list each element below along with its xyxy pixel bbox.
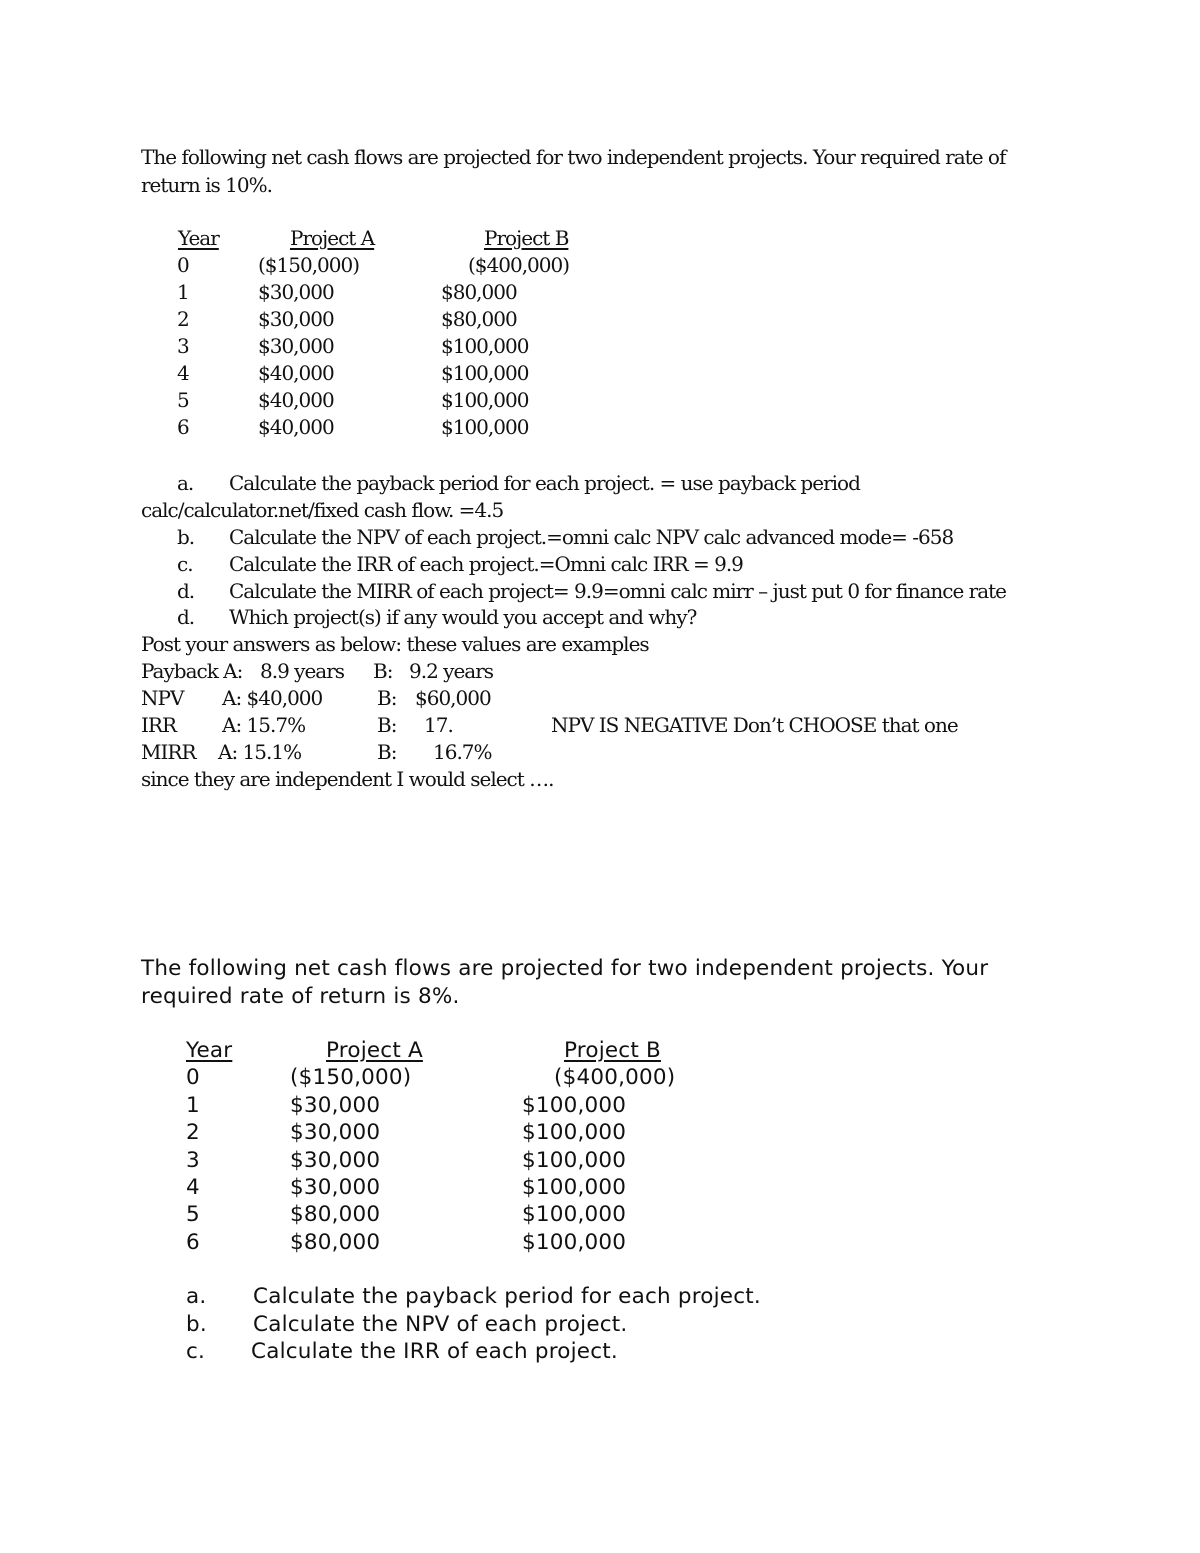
row-project-b: $100,000 (522, 1202, 627, 1227)
irr-label: IRR (141, 713, 177, 737)
question-text-continued: calc/calculator.net/fixed cash flow. =4.5 (141, 498, 504, 522)
row-year: 1 (177, 280, 189, 304)
row-project-b: ($400,000) (468, 253, 570, 277)
row-project-a: $40,000 (258, 361, 334, 385)
row-project-b: $100,000 (441, 361, 529, 385)
conclusion: since they are independent I would select …. (141, 767, 554, 791)
row-project-b: $80,000 (441, 307, 517, 331)
row-year: 4 (177, 361, 189, 385)
question-label: b. (186, 1312, 207, 1337)
answers-intro: Post your answers as below: these values are examples (141, 632, 649, 656)
row-project-b: $100,000 (441, 334, 529, 358)
question-text: Calculate the payback period for each project. = use payback period (229, 471, 860, 495)
row-year: 0 (186, 1065, 200, 1090)
mirr-label: MIRR (141, 740, 196, 764)
row-project-b: ($400,000) (554, 1065, 676, 1090)
row-project-b: $100,000 (441, 415, 529, 439)
question-text: Calculate the IRR of each project.=Omni calc IRR = 9.9 (229, 552, 743, 576)
npv-a-value: A: $40,000 (222, 686, 323, 710)
row-project-a: $30,000 (290, 1148, 381, 1173)
row-project-b: $100,000 (522, 1175, 627, 1200)
irr-b-label: B: (377, 713, 397, 737)
row-year: 3 (186, 1148, 200, 1173)
mirr-b-value: 16.7% (433, 740, 492, 764)
row-year: 6 (186, 1230, 200, 1255)
header-year: Year (186, 1038, 233, 1063)
mirr-a-value: A: 15.1% (218, 740, 302, 764)
header-project-a: Project A (290, 226, 375, 250)
row-project-a: $80,000 (290, 1230, 381, 1255)
row-project-a: $30,000 (258, 307, 334, 331)
row-project-a: ($150,000) (258, 253, 360, 277)
npv-b-value: $60,000 (415, 686, 491, 710)
irr-b-value: 17. (424, 713, 453, 737)
row-project-a: $30,000 (290, 1120, 381, 1145)
question-text: Calculate the IRR of each project. (251, 1339, 618, 1364)
row-year: 0 (177, 253, 189, 277)
row-project-a: ($150,000) (290, 1065, 412, 1090)
row-project-a: $40,000 (258, 415, 334, 439)
row-project-b: $100,000 (522, 1093, 627, 1118)
row-project-b: $100,000 (522, 1148, 627, 1173)
question-text: Calculate the MIRR of each project= 9.9=omni calc mirr – just put 0 for finance rate (229, 579, 1006, 603)
question-label: c. (177, 552, 193, 576)
intro-line-2: return is 10%. (141, 173, 272, 197)
irr-a-value: A: 15.7% (222, 713, 306, 737)
npv-negative-note: NPV IS NEGATIVE Don’t CHOOSE that one (551, 713, 958, 737)
payback-a-value: 8.9 years (260, 659, 345, 683)
question-text: Calculate the NPV of each project. (253, 1312, 628, 1337)
row-project-a: $30,000 (290, 1175, 381, 1200)
row-project-a: $30,000 (258, 280, 334, 304)
header-project-b: Project B (564, 1038, 661, 1063)
intro-line-1: The following net cash flows are projected for two independent projects. Your required rate of (141, 145, 1006, 169)
row-year: 5 (177, 388, 189, 412)
row-year: 2 (186, 1120, 200, 1145)
row-project-b: $100,000 (522, 1120, 627, 1145)
question-label: a. (186, 1284, 207, 1309)
question-text: Calculate the payback period for each project. (253, 1284, 761, 1309)
payback-label: Payback A: (141, 659, 243, 683)
row-year: 5 (186, 1202, 200, 1227)
intro-line-1: The following net cash flows are projected for two independent projects. Your (141, 956, 989, 981)
question-label: c. (186, 1339, 206, 1364)
row-project-b: $100,000 (441, 388, 529, 412)
row-year: 6 (177, 415, 189, 439)
row-year: 1 (186, 1093, 200, 1118)
row-year: 3 (177, 334, 189, 358)
payback-b-value: 9.2 years (409, 659, 494, 683)
question-label: d. (177, 579, 195, 603)
header-project-b: Project B (484, 226, 569, 250)
question-text: Which project(s) if any would you accept and why? (229, 605, 697, 629)
row-project-a: $80,000 (290, 1202, 381, 1227)
header-project-a: Project A (326, 1038, 423, 1063)
question-label: d. (177, 605, 195, 629)
question-label: a. (177, 471, 194, 495)
row-year: 4 (186, 1175, 200, 1200)
npv-b-label: B: (377, 686, 397, 710)
row-project-a: $30,000 (258, 334, 334, 358)
header-year: Year (178, 226, 219, 250)
payback-b-label: B: (373, 659, 393, 683)
npv-label: NPV (141, 686, 184, 710)
row-project-a: $30,000 (290, 1093, 381, 1118)
row-project-a: $40,000 (258, 388, 334, 412)
mirr-b-label: B: (377, 740, 397, 764)
question-label: b. (177, 525, 195, 549)
row-year: 2 (177, 307, 189, 331)
question-text: Calculate the NPV of each project.=omni calc NPV calc advanced mode= -658 (229, 525, 954, 549)
row-project-b: $80,000 (441, 280, 517, 304)
row-project-b: $100,000 (522, 1230, 627, 1255)
intro-line-2: required rate of return is 8%. (141, 984, 460, 1009)
